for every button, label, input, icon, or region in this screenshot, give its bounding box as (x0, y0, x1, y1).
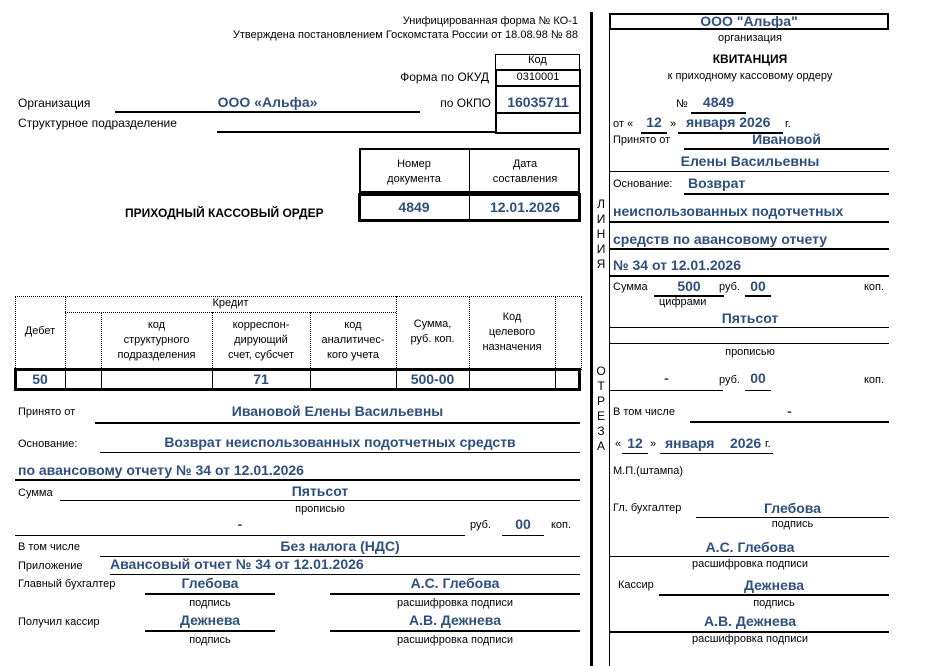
receipt-no-label: № (676, 98, 688, 110)
receipt-kop-value-2: 00 (750, 370, 766, 386)
basis-line2: по авансовому отчету № 34 от 12.01.2026 (18, 462, 304, 478)
rub-label: руб. (470, 519, 491, 531)
debit-header: Дебет (24, 325, 56, 337)
chief-sign: Глебова (181, 575, 239, 591)
doc-date: 12.01.2026 (489, 199, 561, 215)
including-label: В том числе (18, 541, 80, 553)
receipt-cashier-decoding-caption: расшифровка подписи (691, 633, 809, 645)
cashier-sign: Дежнева (179, 612, 241, 628)
chief-signature-caption: подпись (189, 597, 231, 609)
approval-note: Утверждена постановлением Госкомстата России от 18.08.98 № 88 (232, 29, 578, 41)
org-label: Организация (18, 96, 91, 110)
row-corr: 71 (253, 371, 269, 387)
receipt-year-suffix: г. (785, 118, 791, 130)
receipt-chief-sign: Глебова (764, 500, 821, 516)
cashier-label: Получил кассир (18, 616, 100, 628)
sum-label: Сумма (18, 487, 53, 499)
receipt-sum-digits: 500 (677, 278, 701, 294)
receipt-date-suffix: г. (765, 438, 771, 450)
chief-name: А.С. Глебова (410, 575, 500, 591)
sum-rub-dash: - (237, 516, 243, 532)
col-struct-header: код структурного подразделения (117, 319, 196, 361)
chief-decoding-caption: расшифровка подписи (396, 597, 514, 609)
receipt-month-year: января 2026 (686, 114, 771, 130)
code-header: Код (528, 54, 547, 66)
basis-line1: Возврат неиспользованных подотчетных средств (164, 434, 516, 450)
receipt-basis-3: средств по авансовому отчету (613, 231, 828, 247)
receipt-chief-label: Гл. бухгалтер (613, 502, 682, 514)
receipt-basis-4: № 34 от 12.01.2026 (613, 257, 741, 273)
receipt-org-value: ООО "Альфа" (700, 13, 798, 29)
col-target-header: Код целевого назначения (482, 311, 542, 353)
col-sum-header: Сумма, руб. коп. (410, 318, 455, 345)
receipt-date-open: « (615, 438, 622, 450)
attachment-label: Приложение (18, 560, 83, 572)
doc-title: ПРИХОДНЫЙ КАССОВЫЙ ОРДЕР (125, 206, 324, 220)
receipt-from-label: от « (613, 118, 634, 130)
receipt-digits-caption: цифрами (659, 296, 707, 308)
row-debit: 50 (32, 371, 48, 387)
receipt-date-day: 12 (627, 435, 643, 451)
receipt-kop: коп. (864, 281, 885, 293)
receipt-kop-value: 00 (750, 278, 766, 294)
receipt-cashier-label: Кассир (618, 579, 654, 591)
including-value: Без налога (НДС) (280, 538, 400, 554)
sum-words: Пятьсот (291, 483, 349, 499)
receipt-no-value: 4849 (702, 94, 735, 110)
receipt-received-label: Принято от (613, 134, 671, 146)
row-sum: 500-00 (410, 371, 455, 387)
receipt-cashier-sign: Дежнева (743, 577, 805, 593)
receipt-rub: руб. (719, 281, 740, 293)
receipt-kop-2: коп. (864, 374, 885, 386)
receipt-rub-dash: - (664, 370, 669, 386)
kop-value: 00 (515, 516, 531, 532)
cut-line (590, 12, 593, 666)
credit-header: Кредит (212, 297, 249, 309)
receipt-sum-words: Пятьсот (721, 310, 779, 326)
cut-word-cut: О Т Р Е З А (596, 364, 606, 453)
cut-word-line: Л И Н И Я (596, 197, 606, 271)
receipt-date-month: января (665, 435, 715, 451)
okud-label: Форма по ОКУД (400, 70, 489, 84)
subdivision-label: Структурное подразделение (18, 116, 177, 130)
cashier-name: А.В. Дежнева (408, 612, 501, 628)
doc-number-header: Номер документа (387, 158, 441, 185)
receipt-including-label: В том числе (613, 406, 675, 418)
okpo-value: 16035711 (507, 94, 569, 110)
attachment-value: Авансовый отчет № 34 от 12.01.2026 (110, 556, 364, 572)
receipt-title: КВИТАНЦИЯ (712, 52, 788, 66)
doc-number: 4849 (398, 199, 430, 215)
okud-value: 0310001 (516, 71, 560, 83)
org-value: ООО «Альфа» (217, 94, 318, 110)
receipt-words-caption: прописью (725, 346, 775, 358)
receipt-rub-2: руб. (719, 374, 740, 386)
cashier-decoding-caption: расшифровка подписи (396, 634, 514, 646)
chief-label: Главный бухгалтер (18, 578, 116, 590)
received-label: Принято от (18, 406, 76, 418)
receipt-close-quote: » (670, 118, 677, 130)
receipt-date-close: » (650, 438, 657, 450)
col-anal-header: код аналитичес- кого учета (321, 319, 385, 361)
receipt-received-1: Ивановой (752, 131, 821, 147)
receipt-sum-label: Сумма (613, 281, 648, 293)
receipt-date-year: 2026 (730, 435, 762, 451)
cashier-signature-caption: подпись (189, 634, 231, 646)
receipt-cashier-signature-caption: подпись (753, 597, 795, 609)
basis-label: Основание: (18, 438, 78, 450)
receipt-subtitle: к приходному кассовому ордеру (667, 70, 833, 82)
in-words-caption: прописью (295, 503, 345, 515)
receipt-org-caption: организация (718, 32, 782, 44)
receipt-including-value: - (787, 403, 792, 419)
col-corr-header: корреспон- дирующий счет, субсчет (228, 319, 294, 361)
okpo-label: по ОКПО (440, 96, 491, 110)
receipt-cashier-name: А.В. Дежнева (703, 613, 796, 629)
receipt-stamp: М.П.(штампа) (613, 465, 684, 477)
doc-date-header: Дата составления (492, 158, 558, 185)
receipt-basis-1: Возврат (688, 175, 746, 191)
receipt-basis-2: неиспользованных подотчетных (613, 203, 844, 219)
received-value: Ивановой Елены Васильевны (231, 403, 444, 419)
receipt-day: 12 (646, 114, 662, 130)
form-name: Унифицированная форма № КО-1 (402, 15, 578, 27)
receipt-chief-name: А.С. Глебова (705, 539, 795, 555)
receipt-basis-label: Основание: (613, 178, 673, 190)
kop-label: коп. (551, 519, 572, 531)
receipt-chief-decoding-caption: расшифровка подписи (691, 558, 809, 570)
receipt-received-2: Елены Васильевны (680, 153, 820, 169)
receipt-chief-signature-caption: подпись (771, 518, 814, 530)
